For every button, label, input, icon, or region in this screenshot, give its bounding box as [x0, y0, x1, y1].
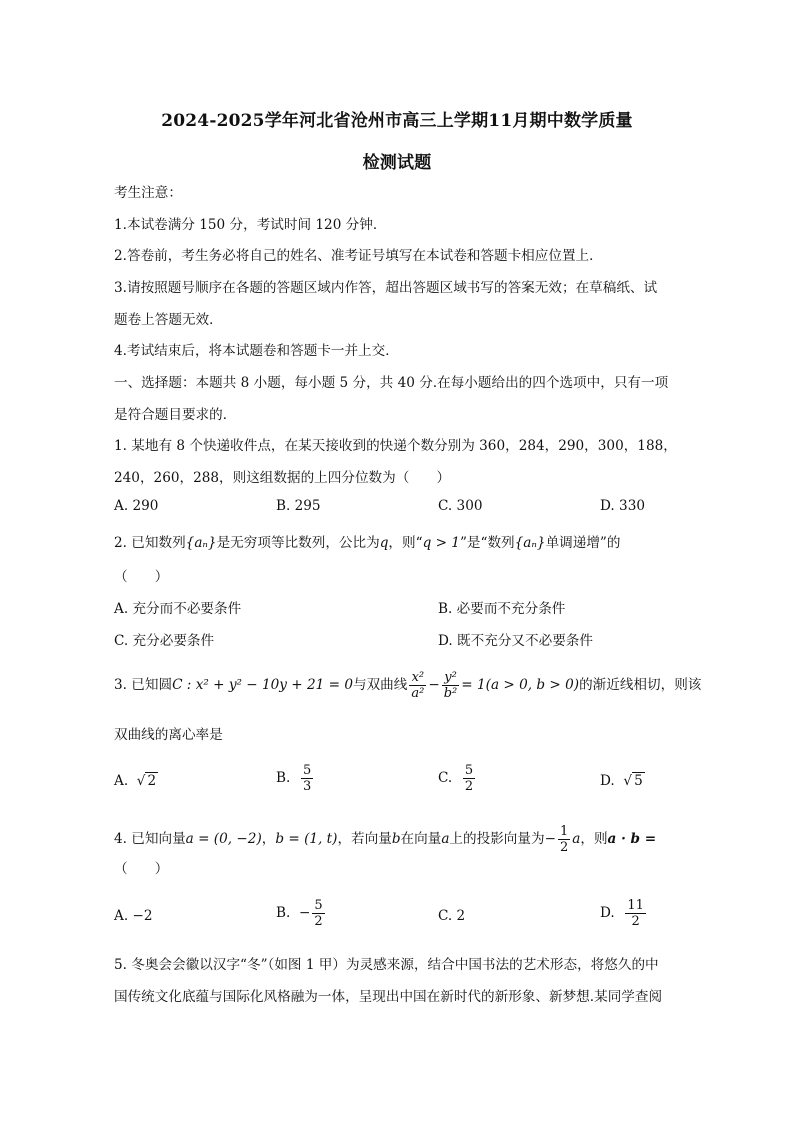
notice-1: 1.本试卷满分 150 分，考试时间 120 分钟．	[114, 217, 387, 233]
q4-a: a	[441, 831, 450, 847]
q2-condition: q > 1	[422, 535, 460, 551]
q4-text-3: 在向量	[400, 831, 442, 847]
q2-sequence: {aₙ}	[185, 535, 217, 551]
q4-proj-frac	[558, 824, 570, 855]
q3-option-b	[276, 763, 315, 794]
q4-proj-den: 2	[559, 840, 569, 855]
q4-text-1: 4. 已知向量	[114, 831, 186, 847]
section-heading-cont: 是符合题目要求的．	[114, 407, 237, 423]
q3-frac-x-num: x²	[409, 670, 426, 686]
q3-option-b-den: 3	[302, 779, 312, 794]
q3-option-d	[600, 772, 645, 790]
q3-frac-x	[409, 670, 426, 701]
q4-proj-a: a	[572, 831, 581, 847]
q3-option-c-label: C.	[438, 770, 453, 786]
q3-stem	[114, 670, 701, 701]
q4-text-2: ，若向量	[337, 831, 392, 847]
q4-proj-num: 1	[559, 824, 569, 839]
notice-2: 2.答卷前，考生务必将自己的姓名、准考证号填写在本试卷和答题卡相应位置上．	[114, 248, 603, 264]
q4-option-b	[276, 898, 327, 929]
q4-option-d-den: 2	[631, 914, 640, 929]
notice-4: 4.考试结束后，将本试题卷和答题卡一并上交．	[114, 343, 399, 359]
q2-option-c: C. 充分必要条件	[114, 633, 215, 649]
notice-3-cont: 题卷上答题无效．	[114, 312, 223, 328]
q2-option-b: B. 必要而不充分条件	[438, 601, 566, 617]
q1-option-c: C. 300	[438, 498, 483, 514]
q2-sequence-2: {aₙ}	[514, 535, 546, 551]
q3-option-a-label: A.	[114, 773, 129, 789]
q3-eq: = 1(a > 0, b > 0)	[461, 677, 580, 693]
q3-option-b-label: B.	[276, 770, 291, 786]
q4-option-b-frac	[312, 898, 324, 929]
q4-dot-product: a · b =	[607, 831, 657, 847]
q3-option-a-rad: 2	[147, 773, 157, 789]
q3-frac-y-den: b²	[443, 686, 458, 701]
q3-option-a	[114, 772, 158, 790]
sqrt-icon: √ 2	[136, 773, 157, 789]
q2-option-a: A. 充分而不必要条件	[114, 601, 242, 617]
q3-text-1: 3. 已知圆	[114, 677, 173, 693]
q4-vector-b: b = (1, t)	[275, 831, 338, 847]
q3-minus: −	[428, 677, 440, 693]
q3-option-d-label: D.	[600, 773, 615, 789]
q4-paren: （ ）	[114, 861, 169, 877]
q4-b: b	[391, 831, 401, 847]
q3-frac-y-num: y²	[442, 670, 460, 686]
q3-option-d-rad: 5	[634, 773, 643, 789]
q4-vector-a: a = (0, −2)	[185, 831, 262, 847]
q4-proj-sign: −	[544, 831, 556, 847]
q3-option-c-num: 5	[464, 763, 474, 778]
q3-frac-x-den: a²	[411, 686, 425, 701]
sqrt-icon: √ 5	[623, 773, 643, 789]
q1-option-b: B. 295	[276, 498, 321, 514]
q3-text-2: 与双曲线	[353, 677, 408, 693]
q4-option-c: C. 2	[438, 908, 466, 924]
q4-text-5: ，则	[580, 831, 608, 847]
q4-option-d-frac	[625, 898, 646, 929]
q3-stem-cont: 双曲线的离心率是	[114, 727, 223, 743]
q4-option-b-den: 2	[314, 914, 323, 929]
notice-heading: 考生注意：	[114, 185, 182, 201]
q3-text-3: 的渐近线相切，则该	[579, 677, 702, 693]
section-heading: 一、选择题：本题共 8 小题，每小题 5 分，共 40 分.在每小题给出的四个选项中，只有一项	[114, 375, 669, 391]
q4-option-a: A. −2	[114, 908, 153, 924]
q2-text-5: 单调递增”的	[545, 535, 621, 551]
exam-title: 2024-2025学年河北省沧州市高三上学期11月期中数学质量	[161, 111, 633, 131]
q4-option-d	[600, 898, 648, 929]
q3-option-b-num: 5	[302, 763, 312, 778]
q1-stem-cont: 240，260，288，则这组数据的上四分位数为（ ）	[114, 470, 451, 486]
q4-option-b-sign: −	[298, 905, 311, 921]
q3-option-c-den: 2	[464, 779, 474, 794]
q3-option-c-frac	[463, 763, 475, 794]
q2-text-2: 是无穷项等比数列，公比为	[216, 535, 380, 551]
q5-stem-cont: 国传统文化底蕴与国际化风格融为一体，呈现出中国在新时代的新形象、新梦想.某同学查阅	[114, 989, 663, 1005]
q4-comma: ，	[261, 831, 276, 847]
q4-stem	[114, 824, 656, 855]
q1-option-d: D. 330	[600, 498, 646, 514]
q2-text-3: ，则“	[388, 535, 423, 551]
q3-frac-y	[442, 670, 460, 701]
q5-stem: 5. 冬奥会会徽以汉字“冬”（如图 1 甲）为灵感来源，结合中国书法的艺术形态，将悠久的中	[114, 957, 659, 973]
notice-3: 3.请按照题号顺序在各题的答题区域内作答，超出答题区域书写的答案无效；在草稿纸、试	[114, 280, 658, 296]
q4-option-d-num: 11	[627, 898, 644, 913]
q2-option-d: D. 既不充分又不必要条件	[438, 633, 593, 649]
q2-text-4: ”是“数列	[459, 535, 515, 551]
q4-option-d-label: D.	[600, 905, 615, 921]
q2-ratio: q	[379, 535, 389, 551]
q4-option-b-label: B.	[276, 905, 291, 921]
q2-stem	[114, 534, 620, 552]
q4-option-b-num: 5	[314, 898, 323, 913]
q1-stem: 1. 某地有 8 个快递收件点，在某天接收到的快递个数分别为 360，284，290，300，188，	[114, 438, 677, 454]
q2-paren: （ ）	[114, 569, 169, 585]
q2-text-1: 2. 已知数列	[114, 535, 186, 551]
q1-option-a: A. 290	[114, 498, 159, 514]
q4-text-4: 上的投影向量为	[449, 831, 545, 847]
q3-option-b-frac	[301, 763, 313, 794]
q3-circle-equation: C : x² + y² − 10y + 21 = 0	[172, 677, 353, 693]
q3-option-c	[438, 763, 477, 794]
exam-title-line2: 检测试题	[362, 153, 432, 173]
